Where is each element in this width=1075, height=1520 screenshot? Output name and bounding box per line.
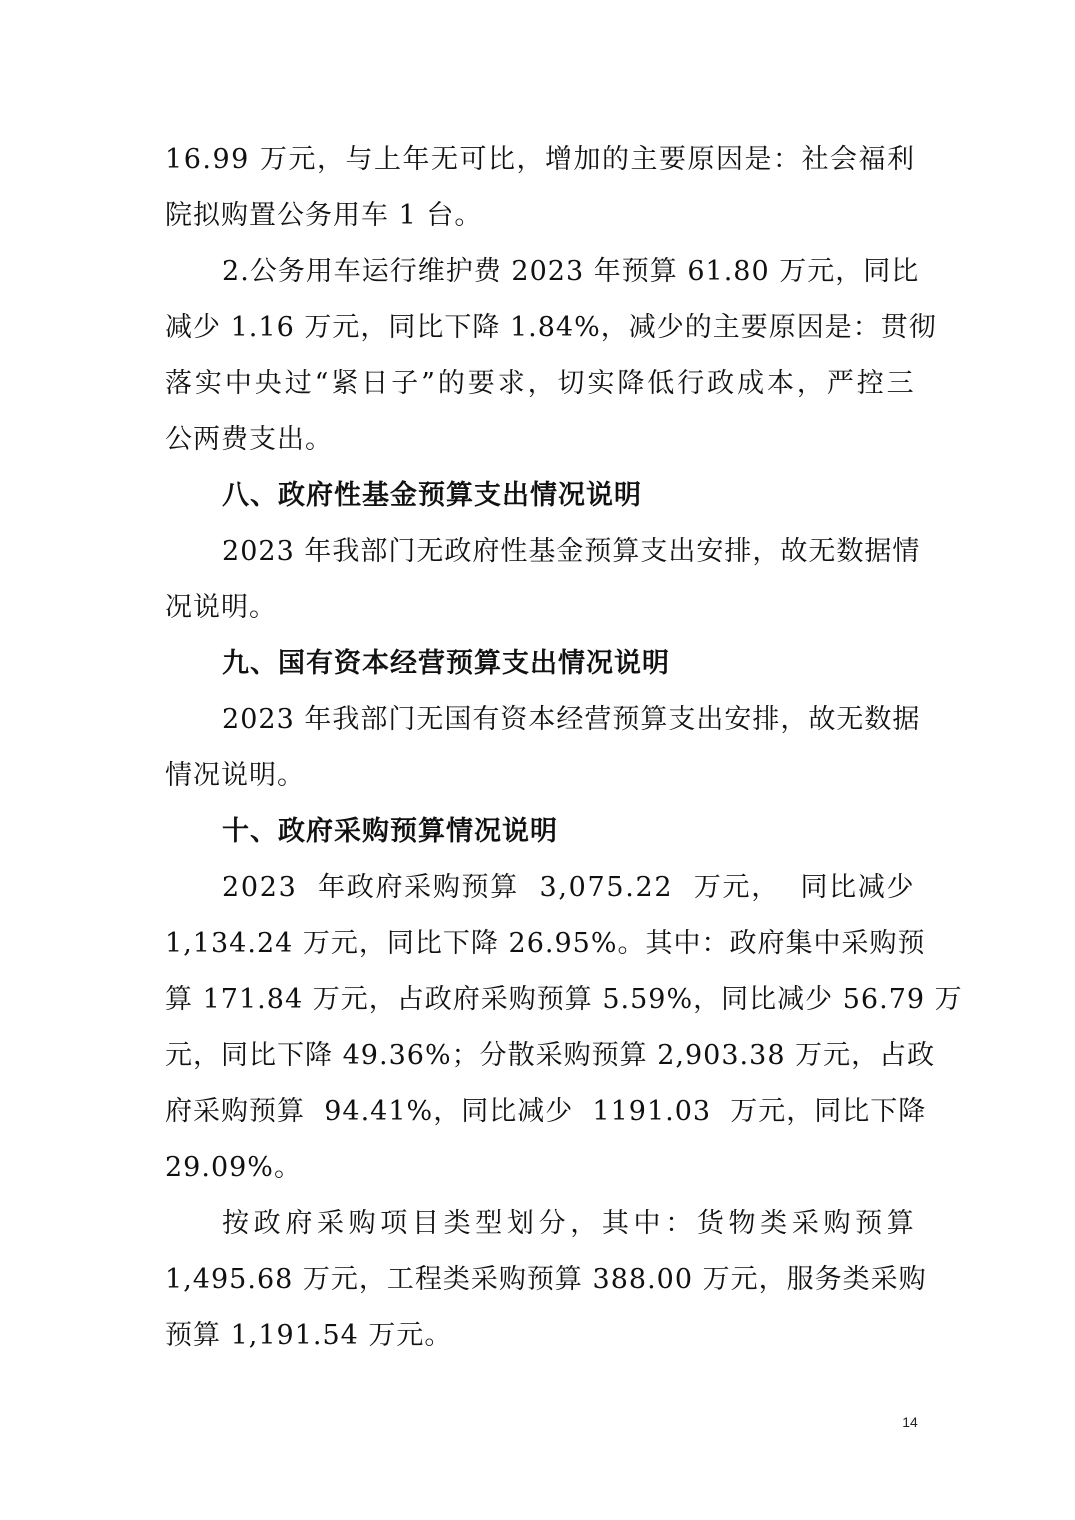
- paragraph-line: 29.09%。: [165, 1152, 302, 1183]
- paragraph-line: 减 少 1 . 1 6 万 元 ， 同 比 下 降 1 . 8 4 % ， 减 少 的 主 要 原 因 是 ： 贯 彻: [165, 312, 937, 343]
- paragraph-line: 2 . 公 务 用 车 运 行 维 护 费 2 0 2 3 年 预 算 6 1 . 8 0 万 元 ， 同 比: [222, 256, 920, 287]
- paragraph-line: 2 0 2 3 年 我 部 门 无 政 府 性 基 金 预 算 支 出 安 排 ， 故 无 数 据 情: [222, 536, 921, 567]
- paragraph-line: 2 0 2 3 年 我 部 门 无 国 有 资 本 经 营 预 算 支 出 安 排 ， 故 无 数 据: [222, 704, 921, 735]
- paragraph-line: 算 1 7 1 . 8 4 万 元 ， 占 政 府 采 购 预 算 5 . 5 9 % ， 同 比 减 少 5 6 . 7 9 万: [165, 984, 963, 1015]
- paragraph-line: 况说明。: [165, 592, 277, 623]
- page-number: 14: [902, 1414, 918, 1430]
- paragraph-line: 1 , 4 9 5 . 6 8 万 元 ， 工 程 类 采 购 预 算 3 8 8 . 0 0 万 元 ， 服 务 类 采 购: [165, 1264, 927, 1295]
- paragraph-line: 1 , 1 3 4 . 2 4 万 元 ， 同 比 下 降 2 6 . 9 5 % 。 其 中 ： 政 府 集 中 采 购 预: [165, 928, 926, 959]
- paragraph-line: 院拟购置公务用车 1 台。: [165, 200, 483, 231]
- paragraph-line: 2 0 2 3 年 政 府 采 购 预 算 3 , 0 7 5 . 2 2 万 元 ， 同 比 减 少: [222, 872, 915, 903]
- section-heading: 九、国有资本经营预算支出情况说明: [222, 648, 670, 679]
- paragraph-line: 落 实 中 央 过 “ 紧 日 子 ” 的 要 求 ， 切 实 降 低 行 政 成 本 ， 严 控 三: [165, 368, 915, 399]
- paragraph-line: 元 ， 同 比 下 降 4 9 . 3 6 % ； 分 散 采 购 预 算 2 , 9 0 3 . 3 8 万 元 ， 占 政: [165, 1040, 936, 1071]
- paragraph-line: 情况说明。: [165, 760, 305, 791]
- paragraph-line: 公两费支出。: [165, 424, 333, 455]
- paragraph-line: 府 采 购 预 算 9 4 . 4 1 % ， 同 比 减 少 1 1 9 1 . 0 3 万 元 ， 同 比 下 降: [165, 1096, 927, 1127]
- paragraph-line: 按 政 府 采 购 项 目 类 型 划 分 ， 其 中 ： 货 物 类 采 购 预 算: [222, 1208, 915, 1239]
- section-heading: 八、政府性基金预算支出情况说明: [222, 480, 642, 511]
- paragraph-line: 预算 1,191.54 万元。: [165, 1320, 453, 1351]
- section-heading: 十、政府采购预算情况说明: [222, 816, 558, 847]
- paragraph-line: 1 6 . 9 9 万 元 ， 与 上 年 无 可 比 ， 增 加 的 主 要 原 因 是 ： 社 会 福 利: [165, 144, 915, 175]
